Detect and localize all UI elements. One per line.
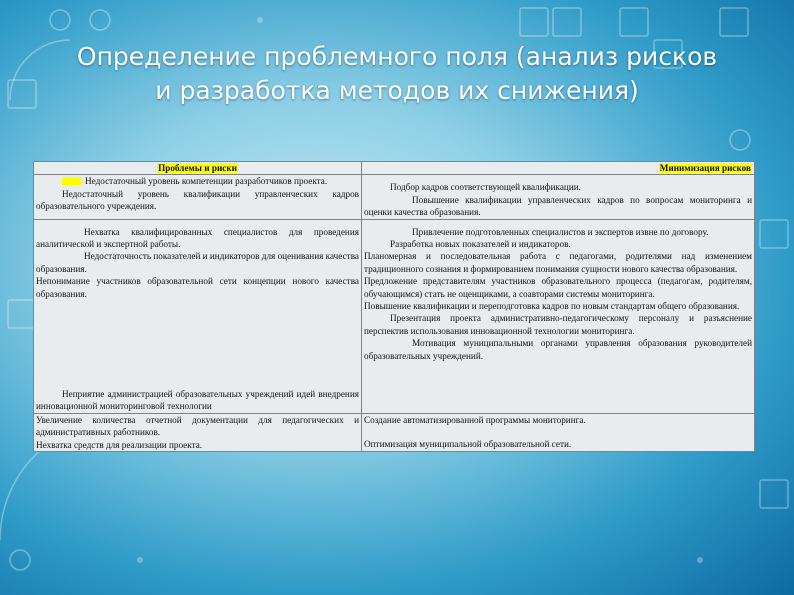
- row2-right-5: Повышение квалификации и переподготовка кадров по новым стандартам общего образования.: [364, 301, 740, 312]
- row3-right-1: Создание автоматизированной программы мониторинга.: [364, 414, 586, 425]
- highlight-mark: [62, 177, 82, 185]
- row2-left-1: Нехватка квалифицированных специалистов для проведения аналитической и экспертной работы.: [36, 226, 359, 250]
- header-problems: [34, 162, 362, 175]
- row2-left-4: Неприятие администрацией образовательных учреждений идей внедрения инновационной мониторинговой технологии: [36, 389, 359, 412]
- row3-left-2: Нехватка средств для реализации проекта.: [36, 439, 203, 450]
- row3-left-1: Увеличение количества отчетной документации для педагогических и административных работников.: [36, 414, 359, 438]
- row2-right-4: Предложение представителям участников образовательного процесса (педагогам, родителям, обучающимся) стать не оценщиками, а соавторами системы мониторинга.: [364, 276, 752, 299]
- row1-left-2: Недостаточный уровень квалификации управленческих кадров образовательного учреждения.: [36, 188, 359, 212]
- row2-left-2: Недостаточность показателей и индикаторов для оценивания качества образования.: [36, 251, 359, 274]
- row3-minimization: [362, 413, 755, 451]
- slide-title-line1: Определение проблемного поля (анализ рисков: [76, 42, 718, 71]
- risk-table: [33, 161, 755, 452]
- list-item: [36, 175, 359, 187]
- header-problems-label: Проблемы и риски: [158, 163, 237, 173]
- slide-title: [30, 40, 764, 108]
- row2-problems: [34, 219, 362, 413]
- slide-title-line2: и разработка методов их снижения): [155, 76, 639, 105]
- row1-problems: [34, 175, 362, 219]
- row1-left-1: Недостаточный уровень компетенции разработчиков проекта.: [85, 176, 328, 187]
- row1-minimization: [362, 175, 755, 219]
- header-minimization-label: Минимизация рисков: [659, 163, 751, 173]
- row2-right-7: Мотивация муниципальными органами управления образования руководителей образовательных учреждений.: [364, 338, 752, 361]
- row2-right-3: Планомерная и последовательная работа с педагогами, родителями над изменением традиционного сознания и формированием понимания сущности нового качества образования.: [364, 251, 752, 274]
- row2-right-1: Привлечение подготовленных специалистов и экспертов извне по договору.: [412, 226, 709, 237]
- row3-right-2: Оптимизация муниципальной образовательной сети.: [364, 439, 572, 450]
- header-minimization: [362, 162, 755, 175]
- row2-left-3: Непонимание участников образовательной сети концепции нового качества образования.: [36, 276, 359, 299]
- row2-right-2: Разработка новых показателей и индикаторов.: [390, 239, 571, 250]
- row2-right-6: Презентация проекта административно-педагогическому персоналу и разъяснение перспектив использования инновационной технологии мониторинга.: [364, 313, 752, 336]
- row1-right-1: Подбор кадров соответствующей квалификации.: [390, 182, 581, 193]
- row2-minimization: [362, 219, 755, 413]
- row3-problems: [34, 413, 362, 451]
- row1-right-2: Повышение квалификации управленческих кадров по вопросам мониторинга и оценки качества образования.: [364, 194, 752, 218]
